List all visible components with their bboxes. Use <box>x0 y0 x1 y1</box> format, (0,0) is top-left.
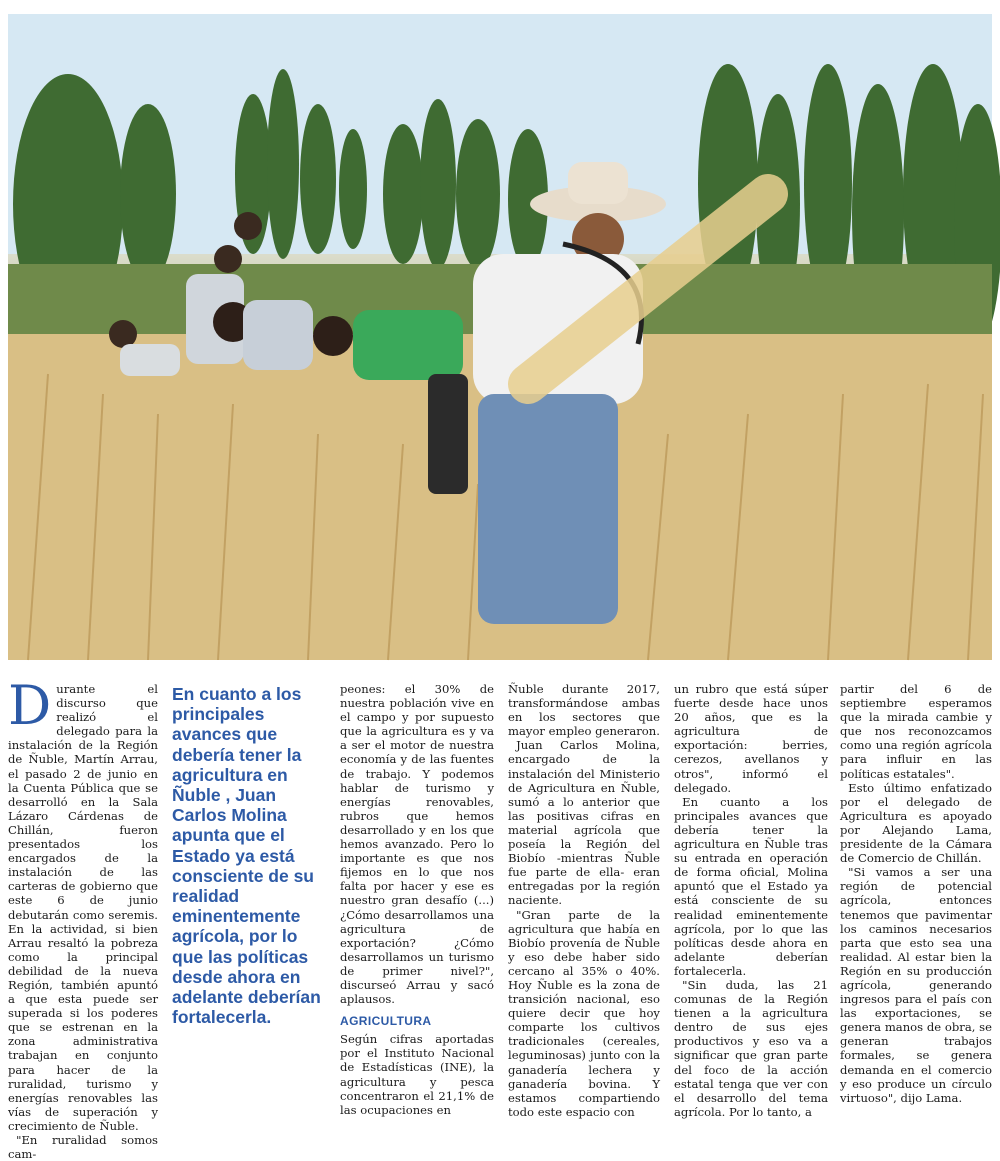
harvest-photo <box>8 14 992 660</box>
paragraph: urante el discurso que realizó el delegado para la instalación de la Región de Ñuble, Martín Arrau, el pasado 2 de junio en la Cuenta Pública que se desarrolló en la Sala Lázaro Cárdenas de Chillán, fueron presentados los encargados de la instalación de las carteras de gobierno que este 6 de junio debutarán como seremis. En la actividad, si bien Arrau resaltó la pobreza como la principal debilidad de la nueva Región, también apuntó a que esta puede ser superada si los poderes que se estrenan en la zona administrativa trabajan en conjunto para hacer de la ruralidad, turismo y energías renovables las vías de superación y crecimiento de Ñuble. <box>8 682 158 1133</box>
paragraph: peones: el 30% de nuestra población vive en el campo y por supuesto que la agricultura es y va a ser el motor de nuestra economía y de las fuentes de trabajo. Y podemos hablar de turismo y energías renovables, rubros que hemos desarrollado y en los que hemos avanzado. Pero lo importante es que nos fijemos en lo que nos falta por hacer y ese es nuestro gran desafío (...) ¿Cómo desarrollamos una agricultura de exportación? ¿Cómo desarrollamos un turismo de primer nivel?", discurseó Arrau y sacó aplausos. <box>340 682 494 1007</box>
paragraph: En cuanto a los principales avances que debería tener la agricultura en Ñuble tras su entrada en operación de forma oficial, Molina apuntó que el Estado ya está consciente de su realidad eminentemente agrícola, por lo que las políticas desde ahora en adelante deberían fortalecerla. <box>674 794 828 978</box>
paragraph: "Si vamos a ser una región de potencial agrícola, entonces tenemos que pavimentar los caminos necesarios parta que esto sea una realidad. Al estar bien la Región en su producción agrícola, generando ingresos para el país con las exportaciones, se genera manos de obra, se generan trabajos formales, se genera demanda en el comercio y eso produce un círculo virtuoso", dijo Lama. <box>840 865 992 1105</box>
section-subhead: AGRICULTURA <box>340 1014 432 1029</box>
paragraph: Juan Carlos Molina, encargado de la instalación del Ministerio de Agricultura en Ñuble, sumó a lo anterior que las positivas cifras en material agrícola que poseía la Región del Biobío -mientras Ñuble fue parte de ella- eran entregadas por la región naciente. <box>508 738 660 908</box>
paragraph: partir del 6 de septiembre esperamos que la mirada cambie y que nos reconozcamos como una región agrícola para influir en las políticas estatales". <box>840 682 992 781</box>
paragraph: "En ruralidad somos cam- <box>8 1133 158 1161</box>
paragraph: Esto último enfatizado por el delegado de Agricultura es apoyado por Alejando Lama, presidente de la Cámara de Comercio de Chillán. <box>840 780 992 866</box>
paragraph: "Sin duda, las 21 comunas de la Región tienen a la agricultura dentro de sus ejes productivos y eso va a significar que gran parte del foco de la acción estatal tenga que ver con el desarrollo del tema agrícola. Por lo tanto, a <box>674 977 828 1119</box>
article-column-2 <box>340 682 494 1117</box>
article-column-4 <box>674 682 828 1119</box>
pull-quote: En cuanto a los principales avances que debería tener la agricultura en Ñuble , Juan Carlos Molina apunta que el Estado ya está consciente de su realidad eminentemente agrícola, por lo que las políticas desde ahora en adelante deberían fortalecerla. <box>172 684 321 1028</box>
article-column-1 <box>8 674 158 1161</box>
article-column-3 <box>508 682 660 1119</box>
paragraph: "Gran parte de la agricultura que había en Biobío provenía de Ñuble y eso debe haber sido cercano al 35% o 40%. Hoy Ñuble es la zona de transición nacional, eso quiere decir que hoy comparte los cultivos tradicionales (cereales, leguminosas) junto con la ganadería lechera y ganadería bovina. Y estamos compartiendo todo este espacio con <box>508 907 660 1119</box>
harvest-illustration <box>8 14 992 660</box>
paragraph: Ñuble durante 2017, transformándose ambas en los sectores que mayor empleo generaron. <box>508 682 660 739</box>
drop-cap: D <box>8 674 52 737</box>
paragraph: un rubro que está súper fuerte desde hace unos 20 años, que es la agricultura de exportación: berries, cerezos, avellanos y otros", informó el delegado. <box>674 682 828 795</box>
article-column-5 <box>840 682 992 1105</box>
paragraph: Según cifras aportadas por el Instituto Nacional de Estadísticas (INE), la agricultura y pesca concentraron el 21,1% de las ocupaciones en <box>340 1032 494 1117</box>
